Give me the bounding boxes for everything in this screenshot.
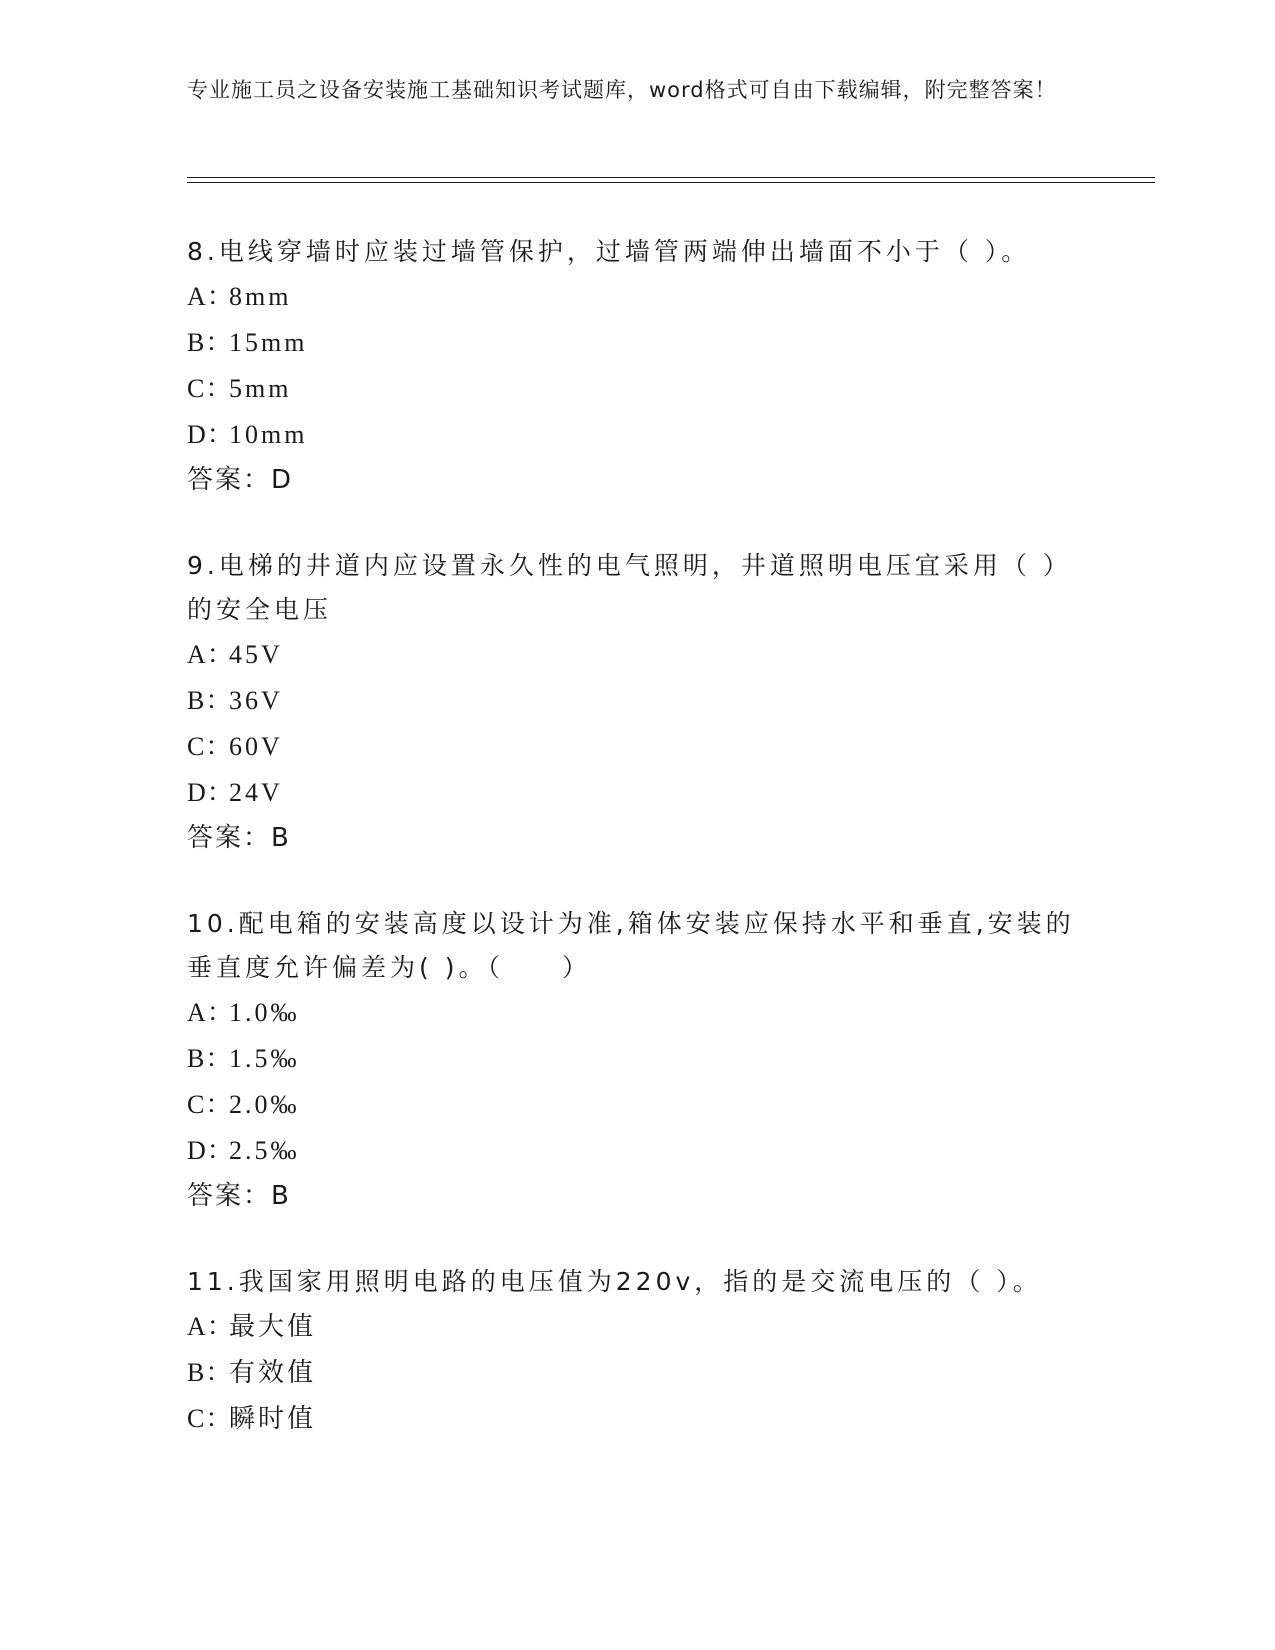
question-8 [187,230,1087,502]
option-a [187,632,1087,678]
option-b [187,678,1087,724]
option-text: 5mm [229,374,292,403]
option-c [187,724,1087,770]
option-letter: D： [187,420,234,449]
question-9 [187,544,1087,860]
option-letter: A： [187,1312,234,1341]
option-a [187,1304,1087,1350]
option-text: 有效值 [229,1358,317,1387]
option-a [187,274,1087,320]
option-letter: B： [187,1358,233,1387]
option-letter: B： [187,328,233,357]
option-d [187,770,1087,816]
option-letter: C： [187,732,233,761]
option-text: 15mm [229,328,308,357]
option-letter: C： [187,1090,233,1119]
option-text: 1.0‰ [229,998,300,1027]
header-divider-bottom [187,182,1155,183]
option-letter: A： [187,998,234,1027]
document-header: 专业施工员之设备安装施工基础知识考试题库，word格式可自由下载编辑，附完整答案！ [187,78,1057,102]
question-10 [187,902,1087,1218]
option-d [187,1128,1087,1174]
option-c [187,1082,1087,1128]
option-c [187,366,1087,412]
option-text: 2.0‰ [229,1090,300,1119]
header-divider-top [187,177,1155,178]
option-text: 60V [229,732,283,761]
question-list [187,230,1087,1484]
option-b [187,320,1087,366]
question-stem: 11.我国家用照明电路的电压值为220v，指的是交流电压的（ ）。 [187,1267,1042,1296]
option-text: 45V [229,640,283,669]
option-letter: B： [187,686,233,715]
option-text: 1.5‰ [229,1044,300,1073]
option-b [187,1036,1087,1082]
option-letter: A： [187,640,234,669]
option-b [187,1350,1087,1396]
question-stem: 9.电梯的井道内应设置永久性的电气照明，井道照明电压宜采用（ ）的安全电压 [187,551,1072,624]
option-text: 瞬时值 [229,1404,317,1433]
option-c [187,1396,1087,1442]
option-d [187,412,1087,458]
option-a [187,990,1087,1036]
question-stem: 8.电线穿墙时应装过墙管保护，过墙管两端伸出墙面不小于（ ）。 [187,237,1031,266]
answer-line: 答案：B [187,1181,291,1211]
option-letter: C： [187,374,233,403]
option-text: 24V [229,778,283,807]
answer-line: 答案：D [187,465,294,495]
question-11 [187,1260,1087,1442]
answer-line: 答案：B [187,823,291,853]
option-text: 最大值 [229,1312,317,1341]
option-letter: D： [187,1136,234,1165]
option-text: 8mm [229,282,292,311]
option-text: 36V [229,686,283,715]
option-text: 2.5‰ [229,1136,300,1165]
option-letter: B： [187,1044,233,1073]
option-letter: A： [187,282,234,311]
option-text: 10mm [229,420,308,449]
option-letter: D： [187,778,234,807]
question-stem: 10.配电箱的安装高度以设计为准,箱体安装应保持水平和垂直,安装的垂直度允许偏差为( )。（ ） [187,909,1075,982]
option-letter: C： [187,1404,233,1433]
